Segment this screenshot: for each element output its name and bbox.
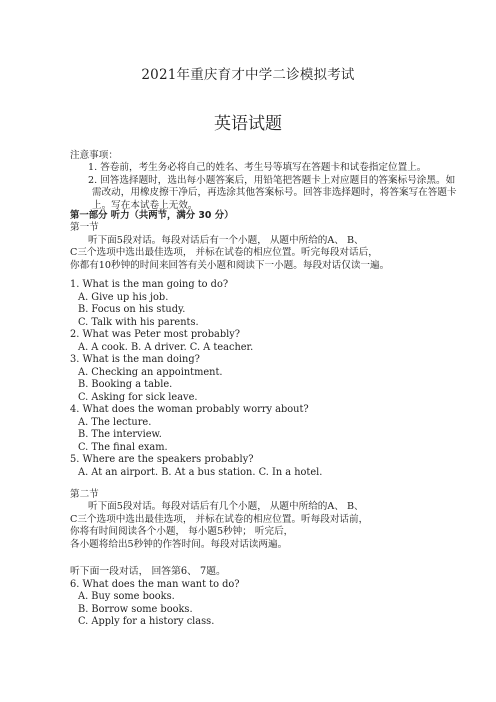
part-heading: 第一部分 听力（共两节，满分 30 分）: [70, 210, 234, 221]
answer-option: A. At an airport. B. At a bus station. C. In a hotel.: [78, 466, 323, 478]
question-list: [70, 279, 440, 479]
question-text: 6. What does the man want to do?: [70, 578, 240, 590]
sub-intro: 听下面一段对话， 回答第6、 7题。: [70, 566, 226, 577]
notice-item: 需改动，用橡皮擦干净后，再选涂其他答案标号。回答非选择题时，将答案写在答题卡: [92, 187, 457, 199]
question-text: 5. Where are the speakers probably?: [70, 454, 254, 465]
section-instruction: 听下面5段对话。每段对话后有一个小题， 从题中所给的A、 B、: [88, 234, 364, 246]
notice-block: [70, 150, 457, 212]
answer-option: C. Talk with his parents.: [78, 316, 199, 328]
section-label: 第二节: [70, 489, 99, 500]
answer-option: A. The lecture.: [78, 416, 152, 428]
answer-option: B. Booking a table.: [78, 379, 173, 390]
notice-item: 1. 答卷前，考生务必将自己的姓名、考生号等填写在答题卡和试卷指定位置上。: [88, 162, 427, 174]
answer-option: C. Asking for sick leave.: [78, 391, 198, 403]
question-text: 2. What was Peter most probably?: [70, 329, 241, 340]
answer-option: B. Focus on his study.: [78, 304, 186, 315]
section-instruction: C三个选项中选出最佳选项， 并标在试卷的相应位置。听完每段对话后，: [70, 247, 378, 259]
section2-questions: [70, 566, 440, 629]
section-instruction: 你将有时间阅读各个小题， 每小题5秒钟； 听完后，: [70, 526, 294, 538]
notice-label: 注意事项：: [70, 150, 118, 161]
answer-option: C. Apply for a history class.: [78, 616, 215, 627]
section-instruction: 你都有10秒钟的时间来回答有关小题和阅读下一小题。每段对话仅读一遍。: [70, 259, 390, 271]
answer-option: C. The final exam.: [78, 441, 168, 453]
section2-block: [70, 489, 440, 551]
notice-item: 上。写在本试卷上无效。: [92, 199, 198, 211]
question-text: 4. What does the woman probably worry about?: [70, 404, 309, 415]
exam-subtitle: 英语试题: [214, 114, 282, 134]
section-label: 第一节: [70, 222, 99, 234]
section-instruction: 各小题将给出5秒钟的作答时间。每段对话读两遍。: [70, 538, 288, 550]
section-instruction: 听下面5段对话。每段对话后有几个小题， 从题中所给的A、 B、: [88, 501, 364, 513]
answer-option: A. A cook. B. A driver. C. A teacher.: [78, 341, 254, 353]
question-text: 3. What is the man doing?: [70, 354, 200, 365]
question-text: 1. What is the man going to do?: [70, 279, 229, 290]
answer-option: A. Checking an appointment.: [78, 366, 223, 378]
answer-option: A. Buy some books.: [78, 591, 175, 602]
answer-option: A. Give up his job.: [78, 291, 169, 303]
part1-block: [70, 210, 440, 272]
answer-option: B. Borrow some books.: [78, 603, 193, 615]
notice-item: 2. 回答选择题时，选出每小题答案后，用铅笔把答题卡上对应题目的答案标号涂黑。如: [88, 174, 456, 186]
section-instruction: C三个选项中选出最佳选项， 并标在试卷的相应位置。听每段对话前，: [70, 513, 369, 525]
exam-title: 2021年重庆育才中学二诊模拟考试: [141, 67, 355, 83]
answer-option: B. The interview.: [78, 429, 162, 440]
